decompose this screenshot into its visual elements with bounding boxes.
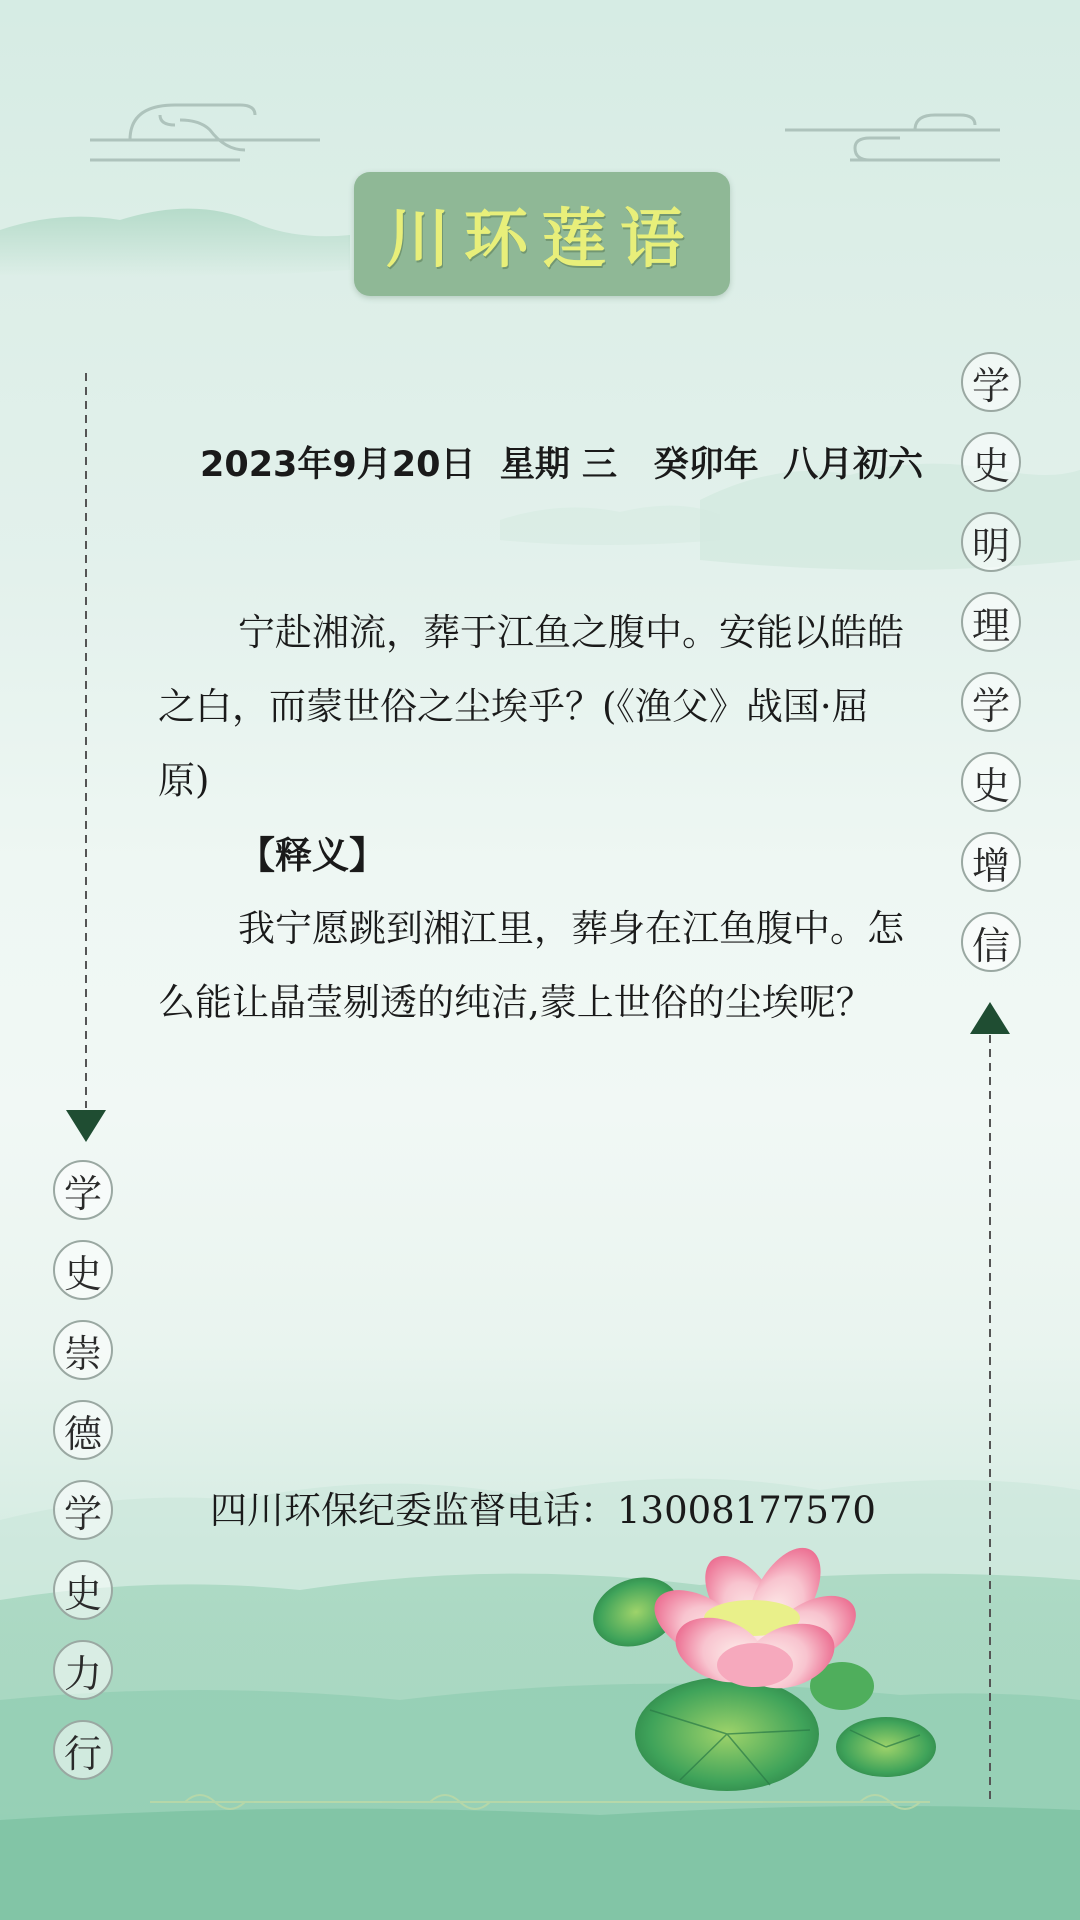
motto-char: 力: [53, 1640, 113, 1700]
explanation-text: 我宁愿跳到湘江里，葬身在江鱼腹中。怎么能让晶莹剔透的纯洁,蒙上世俗的尘埃呢？: [158, 907, 904, 1024]
motto-char: 理: [961, 592, 1021, 652]
motto-char: 增: [961, 832, 1021, 892]
motto-char: 信: [961, 912, 1021, 972]
motto-char: 崇: [53, 1320, 113, 1380]
motto-char: 行: [53, 1720, 113, 1780]
contact-hotline: 四川环保纪委监督电话：13008177570: [210, 1489, 876, 1532]
motto-char: 史: [961, 752, 1021, 812]
motto-char: 史: [53, 1240, 113, 1300]
motto-char: 史: [961, 432, 1021, 492]
motto-char: 德: [53, 1400, 113, 1460]
arrow-up-icon: [968, 1000, 1012, 1036]
quote-text: 宁赴湘流，葬于江鱼之腹中。安能以皓皓之白，而蒙世俗之尘埃乎？(《渔父》战国·屈原): [158, 611, 904, 802]
motto-char: 学: [961, 672, 1021, 732]
motto-char: 学: [53, 1480, 113, 1540]
cloud-swirl-icon: [90, 105, 320, 160]
arrow-down-icon: [64, 1108, 108, 1144]
date-line: 2023年9月20日 星期 三 癸卯年 八月初六: [200, 445, 923, 485]
left-vertical-motto: [53, 1160, 113, 1780]
title-banner: [354, 172, 730, 296]
quote-content: [158, 596, 918, 1040]
motto-char: 学: [961, 352, 1021, 412]
page-title: 川环莲语: [386, 203, 698, 277]
explanation-label: 【释义】: [238, 833, 386, 877]
motto-char: 明: [961, 512, 1021, 572]
motto-char: 史: [53, 1560, 113, 1620]
motto-char: 学: [53, 1160, 113, 1220]
right-vertical-motto: [961, 352, 1021, 972]
